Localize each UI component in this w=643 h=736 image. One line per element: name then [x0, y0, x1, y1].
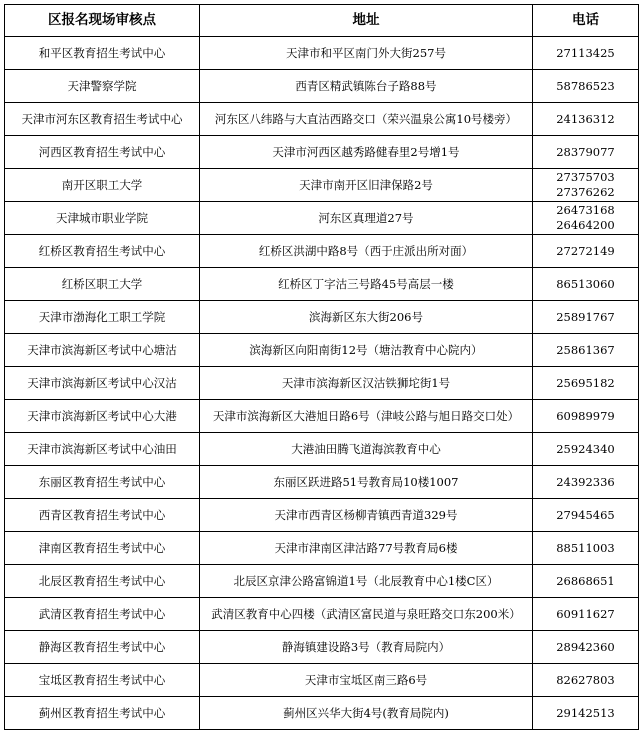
phone-cell: [533, 103, 639, 136]
site-name-cell: 宝坻区教育招生考试中心: [5, 664, 200, 697]
table-row: [5, 202, 639, 235]
table-row: [5, 37, 639, 70]
address-cell: 东丽区跃进路51号教育局10楼1007: [200, 466, 533, 499]
phone-number: 29142513: [556, 705, 615, 720]
site-name-cell: 天津市渤海化工职工学院: [5, 301, 200, 334]
site-name-cell: 红桥区职工大学: [5, 268, 200, 301]
phone-number: 25861367: [556, 342, 615, 357]
site-name-cell: 津南区教育招生考试中心: [5, 532, 200, 565]
address-cell: 蓟州区兴华大街4号(教育局院内): [200, 697, 533, 730]
table-row: [5, 103, 639, 136]
table-row: [5, 70, 639, 103]
address-cell: 静海镇建设路3号（教育局院内）: [200, 631, 533, 664]
phone-cell: [533, 268, 639, 301]
site-name-cell: 红桥区教育招生考试中心: [5, 235, 200, 268]
phone-number: 27272149: [556, 243, 615, 258]
header-address: 地址: [200, 5, 533, 37]
site-name-cell: 东丽区教育招生考试中心: [5, 466, 200, 499]
phone-number: 86513060: [556, 276, 615, 291]
site-name-cell: 天津城市职业学院: [5, 202, 200, 235]
phone-number: 26473168: [556, 203, 615, 217]
phone-cell: [533, 136, 639, 169]
phone-number: 58786523: [556, 78, 615, 93]
phone-cell: [533, 400, 639, 433]
phone-number: 28942360: [556, 639, 615, 654]
site-name-cell: 西青区教育招生考试中心: [5, 499, 200, 532]
address-cell: 红桥区洪湖中路8号（西于庄派出所对面）: [200, 235, 533, 268]
address-cell: 天津市和平区南门外大街257号: [200, 37, 533, 70]
site-name-cell: 天津市滨海新区考试中心油田: [5, 433, 200, 466]
phone-cell: [533, 235, 639, 268]
address-cell: 红桥区丁字沽三号路45号高层一楼: [200, 268, 533, 301]
table-row: [5, 235, 639, 268]
phone-number: 27945465: [556, 507, 615, 522]
address-cell: 天津市滨海新区汉沽铁狮坨街1号: [200, 367, 533, 400]
phone-cell: [533, 664, 639, 697]
table-row: [5, 631, 639, 664]
address-cell: 天津市滨海新区大港旭日路6号（津岐公路与旭日路交口处）: [200, 400, 533, 433]
phone-cell: [533, 367, 639, 400]
site-name-cell: 武清区教育招生考试中心: [5, 598, 200, 631]
phone-cell: [533, 70, 639, 103]
table-row: [5, 169, 639, 202]
site-name-cell: 天津市滨海新区考试中心汉沽: [5, 367, 200, 400]
phone-number: 26464200: [556, 218, 615, 232]
site-name-cell: 天津市滨海新区考试中心大港: [5, 400, 200, 433]
table-row: [5, 268, 639, 301]
phone-number: 25891767: [556, 309, 615, 324]
header-site-name: 区报名现场审核点: [5, 5, 200, 37]
address-cell: 河东区真理道27号: [200, 202, 533, 235]
table-row: [5, 532, 639, 565]
address-cell: 天津市南开区旧津保路2号: [200, 169, 533, 202]
address-cell: 北辰区京津公路富锦道1号（北辰教育中心1楼C区）: [200, 565, 533, 598]
table-body: [5, 37, 639, 730]
phone-cell: [533, 433, 639, 466]
table-row: [5, 433, 639, 466]
phone-number: 24392336: [556, 474, 615, 489]
table-row: [5, 697, 639, 730]
address-cell: 河东区八纬路与大直沽西路交口（荣兴温泉公寓10号楼旁）: [200, 103, 533, 136]
phone-cell: [533, 598, 639, 631]
table-header-row: [5, 5, 639, 37]
address-cell: 滨海新区东大街206号: [200, 301, 533, 334]
site-name-cell: 南开区职工大学: [5, 169, 200, 202]
phone-cell: [533, 202, 639, 235]
header-phone: 电话: [533, 5, 639, 37]
phone-number: 28379077: [556, 144, 615, 159]
phone-number: 27113425: [556, 45, 615, 60]
table-row: [5, 466, 639, 499]
table-row: [5, 565, 639, 598]
address-cell: 天津市津南区津沽路77号教育局6楼: [200, 532, 533, 565]
site-name-cell: 天津市河东区教育招生考试中心: [5, 103, 200, 136]
phone-number: 25924340: [556, 441, 615, 456]
site-name-cell: 河西区教育招生考试中心: [5, 136, 200, 169]
site-name-cell: 静海区教育招生考试中心: [5, 631, 200, 664]
phone-number: 26868651: [556, 573, 615, 588]
phone-cell: [533, 631, 639, 664]
address-cell: 滨海新区向阳南街12号（塘沽教育中心院内）: [200, 334, 533, 367]
phone-number: 25695182: [556, 375, 615, 390]
phone-cell: [533, 301, 639, 334]
phone-number: 82627803: [556, 672, 615, 687]
phone-number: 88511003: [556, 540, 615, 555]
site-name-cell: 天津警察学院: [5, 70, 200, 103]
site-name-cell: 蓟州区教育招生考试中心: [5, 697, 200, 730]
phone-cell: [533, 532, 639, 565]
phone-number: 60989979: [556, 408, 615, 423]
phone-cell: [533, 697, 639, 730]
phone-number: 24136312: [556, 111, 615, 126]
phone-cell: [533, 565, 639, 598]
address-cell: 天津市西青区杨柳青镇西青道329号: [200, 499, 533, 532]
phone-cell: [533, 37, 639, 70]
site-name-cell: 和平区教育招生考试中心: [5, 37, 200, 70]
table-row: [5, 664, 639, 697]
address-cell: 天津市宝坻区南三路6号: [200, 664, 533, 697]
phone-number: 27376262: [556, 185, 615, 199]
address-cell: 天津市河西区越秀路健春里2号增1号: [200, 136, 533, 169]
site-name-cell: 天津市滨海新区考试中心塘沽: [5, 334, 200, 367]
table-row: [5, 499, 639, 532]
table-row: [5, 136, 639, 169]
table-row: [5, 400, 639, 433]
table-row: [5, 301, 639, 334]
address-cell: 大港油田腾飞道海滨教育中心: [200, 433, 533, 466]
address-cell: 武清区教育中心四楼（武清区富民道与泉旺路交口东200米）: [200, 598, 533, 631]
phone-cell: [533, 169, 639, 202]
address-cell: 西青区精武镇陈台子路88号: [200, 70, 533, 103]
phone-number: 27375703: [556, 170, 615, 184]
phone-number: 60911627: [556, 606, 615, 621]
table-row: [5, 334, 639, 367]
table-row: [5, 598, 639, 631]
phone-cell: [533, 466, 639, 499]
site-name-cell: 北辰区教育招生考试中心: [5, 565, 200, 598]
phone-cell: [533, 499, 639, 532]
exam-site-table: [4, 4, 639, 730]
phone-cell: [533, 334, 639, 367]
table-row: [5, 367, 639, 400]
